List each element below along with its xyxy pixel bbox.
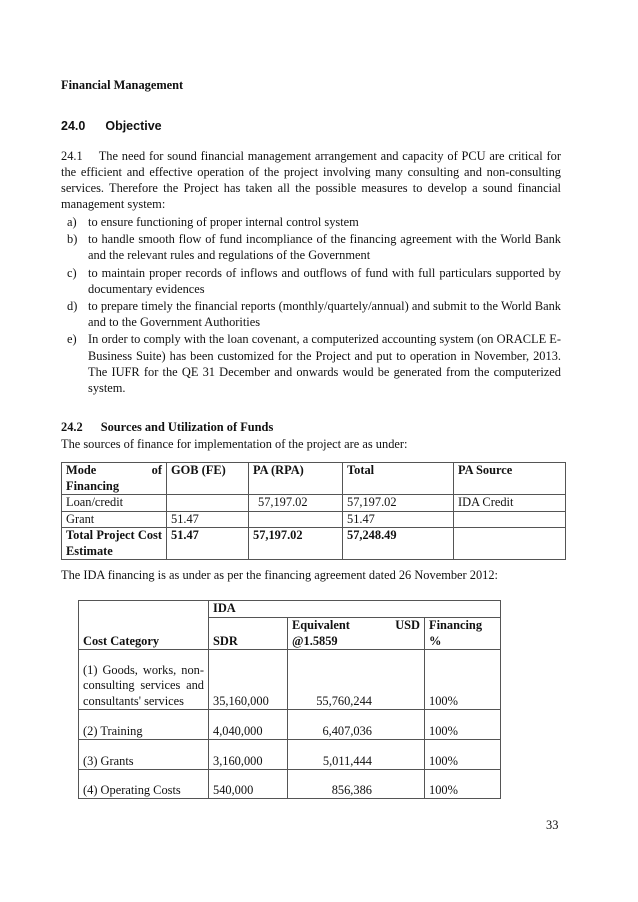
heading-title: Sources and Utilization of Funds	[100, 420, 274, 434]
cell: 100%	[425, 740, 501, 770]
cell: 55,760,244	[288, 650, 425, 710]
cell	[167, 495, 249, 512]
table-row	[62, 528, 566, 560]
cell: 856,386	[288, 770, 425, 799]
cell: 100%	[425, 650, 501, 710]
cell: 51.47	[167, 511, 249, 528]
header-cell: Equivalent USD @1.5859	[288, 618, 425, 650]
header-cell: Financing %	[425, 618, 501, 650]
list-item: b) to handle smooth flow of fund incompliance of the financing agreement with the World Bank and the relevant rules and regulations of the Government	[67, 232, 561, 263]
cell: 57,197.02	[249, 495, 343, 512]
cell: 6,407,036	[288, 710, 425, 740]
cell: 57,197.02	[249, 528, 343, 560]
ida-intro: The IDA financing is as under as per the financing agreement dated 26 November 2012:	[61, 568, 498, 582]
cell	[454, 511, 566, 528]
table-row	[62, 511, 566, 528]
heading-number: 24.2	[61, 420, 83, 434]
table-row	[79, 710, 501, 740]
sources-intro: The sources of finance for implementation of the project are as under:	[61, 437, 408, 451]
cell: 57,248.49	[343, 528, 454, 560]
list-item: c) to maintain proper records of inflows and outflows of fund with full particulars supported by documentary evidences	[67, 265, 561, 296]
heading-objective	[61, 119, 162, 133]
header-cell: Cost Category	[79, 601, 209, 650]
objective-list	[67, 214, 561, 397]
table-row	[79, 770, 501, 799]
cell: 57,197.02	[343, 495, 454, 512]
table-row	[62, 495, 566, 512]
header-cell: GOB (FE)	[167, 463, 249, 495]
paragraph-number: 24.1	[61, 149, 83, 163]
table-header-row	[62, 463, 566, 495]
page-number: 33	[546, 818, 559, 832]
cell: (2) Training	[79, 710, 209, 740]
cell: 540,000	[209, 770, 288, 799]
heading-number: 24.0	[61, 119, 86, 133]
table-row	[79, 650, 501, 710]
list-item: e) In order to comply with the loan covenant, a computerized accounting system (on ORACLE E-Business Suite) has been customized for the Project and put to operation in November, 2013. The IUFR for the QE 31 December and onwards would be generated from the computerized system.	[67, 332, 561, 396]
cell: (4) Operating Costs	[79, 770, 209, 799]
header-cell: SDR	[209, 618, 288, 650]
cell: (3) Grants	[79, 740, 209, 770]
group-header-cell: IDA	[209, 601, 501, 618]
table-row	[79, 740, 501, 770]
cell: 51.47	[343, 511, 454, 528]
header-cell: Mode of Financing	[62, 463, 167, 495]
cell: 3,160,000	[209, 740, 288, 770]
cell: IDA Credit	[454, 495, 566, 512]
paragraph-text: The need for sound financial management arrangement and capacity of PCU are critical for the efficient and effective operation of the project involving many consulting and non-consulting services. Therefore the Project has taken all the possible measures to develop a sound financial management system:	[61, 149, 561, 211]
cell: (1) Goods, works, non-consulting services and consultants' services	[79, 650, 209, 710]
cell: Loan/credit	[62, 495, 167, 512]
heading-title: Objective	[105, 119, 162, 133]
cell: Total Project Cost Estimate	[62, 528, 167, 560]
list-item: a) to ensure functioning of proper internal control system	[67, 215, 359, 229]
header-cell: PA (RPA)	[249, 463, 343, 495]
cell: Grant	[62, 511, 167, 528]
list-item: d) to prepare timely the financial reports (monthly/quartely/annual) and submit to the World Bank and to the Government Authorities	[67, 299, 561, 330]
sources-table	[61, 462, 566, 560]
cell	[249, 511, 343, 528]
paragraph-24-1	[61, 148, 561, 212]
cell: 4,040,000	[209, 710, 288, 740]
heading-sources	[61, 420, 273, 435]
header-cell: PA Source	[454, 463, 566, 495]
cell: 35,160,000	[209, 650, 288, 710]
cell: 5,011,444	[288, 740, 425, 770]
header-cell: Total	[343, 463, 454, 495]
cell: 100%	[425, 770, 501, 799]
cell: 51.47	[167, 528, 249, 560]
cell	[454, 528, 566, 560]
section-title: Financial Management	[61, 78, 184, 92]
ida-table	[78, 600, 501, 799]
cell: 100%	[425, 710, 501, 740]
